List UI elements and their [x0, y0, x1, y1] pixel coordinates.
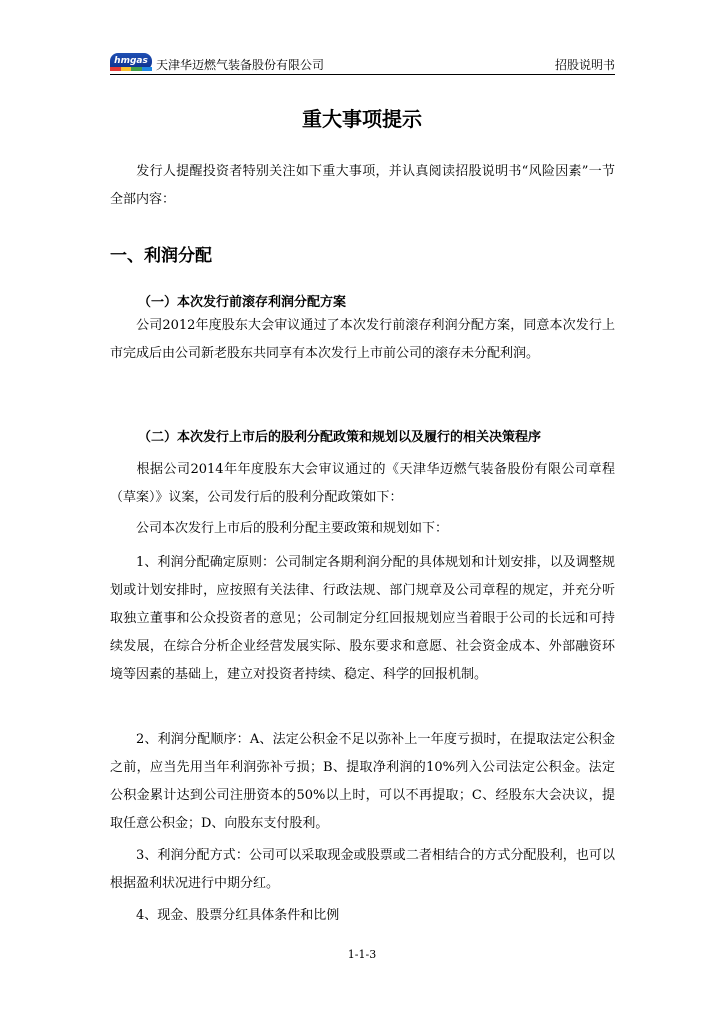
subsection-2-paragraph-2: [110, 515, 615, 543]
subsection-2-paragraph-1: [110, 456, 615, 512]
subsection-heading-1: （一）本次发行前滚存利润分配方案: [138, 295, 347, 310]
header-divider: [110, 74, 615, 75]
subsection-1-paragraph: [110, 312, 615, 368]
list-item-3-text: 3、利润分配方式：公司可以采取现金或股票或二者相结合的方式分配股利，也可以根据盈利状况进行中期分红。: [110, 848, 615, 891]
subsection-1-text: 公司2012年度股东大会审议通过了本次发行前滚存利润分配方案，同意本次发行上市完成后由公司新老股东共同享有本次发行上市前公司的滚存未分配利润。: [110, 318, 615, 361]
page-number: 1-1-3: [347, 948, 377, 961]
page-title: 重大事项提示: [302, 107, 422, 131]
subsection-heading-2: （二）本次发行上市后的股利分配政策和规划以及履行的相关决策程序: [138, 430, 542, 445]
list-item-1: [110, 549, 615, 689]
subsection-2-text-2: 公司本次发行上市后的股利分配主要政策和规划如下：: [136, 521, 449, 536]
list-item-4: [110, 902, 615, 930]
page-header: [110, 50, 615, 76]
header-company-name: 天津华迈燃气装备股份有限公司: [156, 58, 325, 72]
company-logo: hmgas: [110, 53, 152, 70]
logo-color-stripe: [110, 67, 152, 71]
section-heading-profit-distribution: 一、利润分配: [110, 246, 212, 266]
list-item-3: [110, 842, 615, 898]
subsection-2-text-1: 根据公司2014年年度股东大会审议通过的《天津华迈燃气装备股份有限公司章程（草案）》议案，公司发行后的股利分配政策如下：: [110, 462, 615, 505]
intro-text: 发行人提醒投资者特别关注如下重大事项，并认真阅读招股说明书“风险因素”一节全部内容：: [110, 164, 615, 207]
list-item-1-text: 1、利润分配确定原则：公司制定各期利润分配的具体规划和计划安排，以及调整规划或计划安排时，应按照有关法律、行政法规、部门规章及公司章程的规定，并充分听取独立董事和公众投资者的意见；公司制定分红回报规划应当着眼于公司的长远和可持续发展，在综合分析企业经营发展实际、股东要求和意愿、社会资金成本、外部融资环境等因素的基础上，建立对投资者持续、稳定、科学的回报机制。: [110, 555, 615, 682]
list-item-2-text: 2、利润分配顺序：A、法定公积金不足以弥补上一年度亏损时，在提取法定公积金之前，应当先用当年利润弥补亏损；B、提取净利润的10%列入公司法定公积金。法定公积金累计达到公司注册资本的50%以上时，可以不再提取；C、经股东大会决议，提取任意公积金；D、向股东支付股利。: [110, 732, 615, 831]
header-document-type: 招股说明书: [554, 58, 615, 72]
list-item-2: [110, 726, 615, 838]
intro-paragraph: [110, 158, 615, 214]
list-item-4-text: 4、现金、股票分红具体条件和比例: [136, 908, 340, 923]
